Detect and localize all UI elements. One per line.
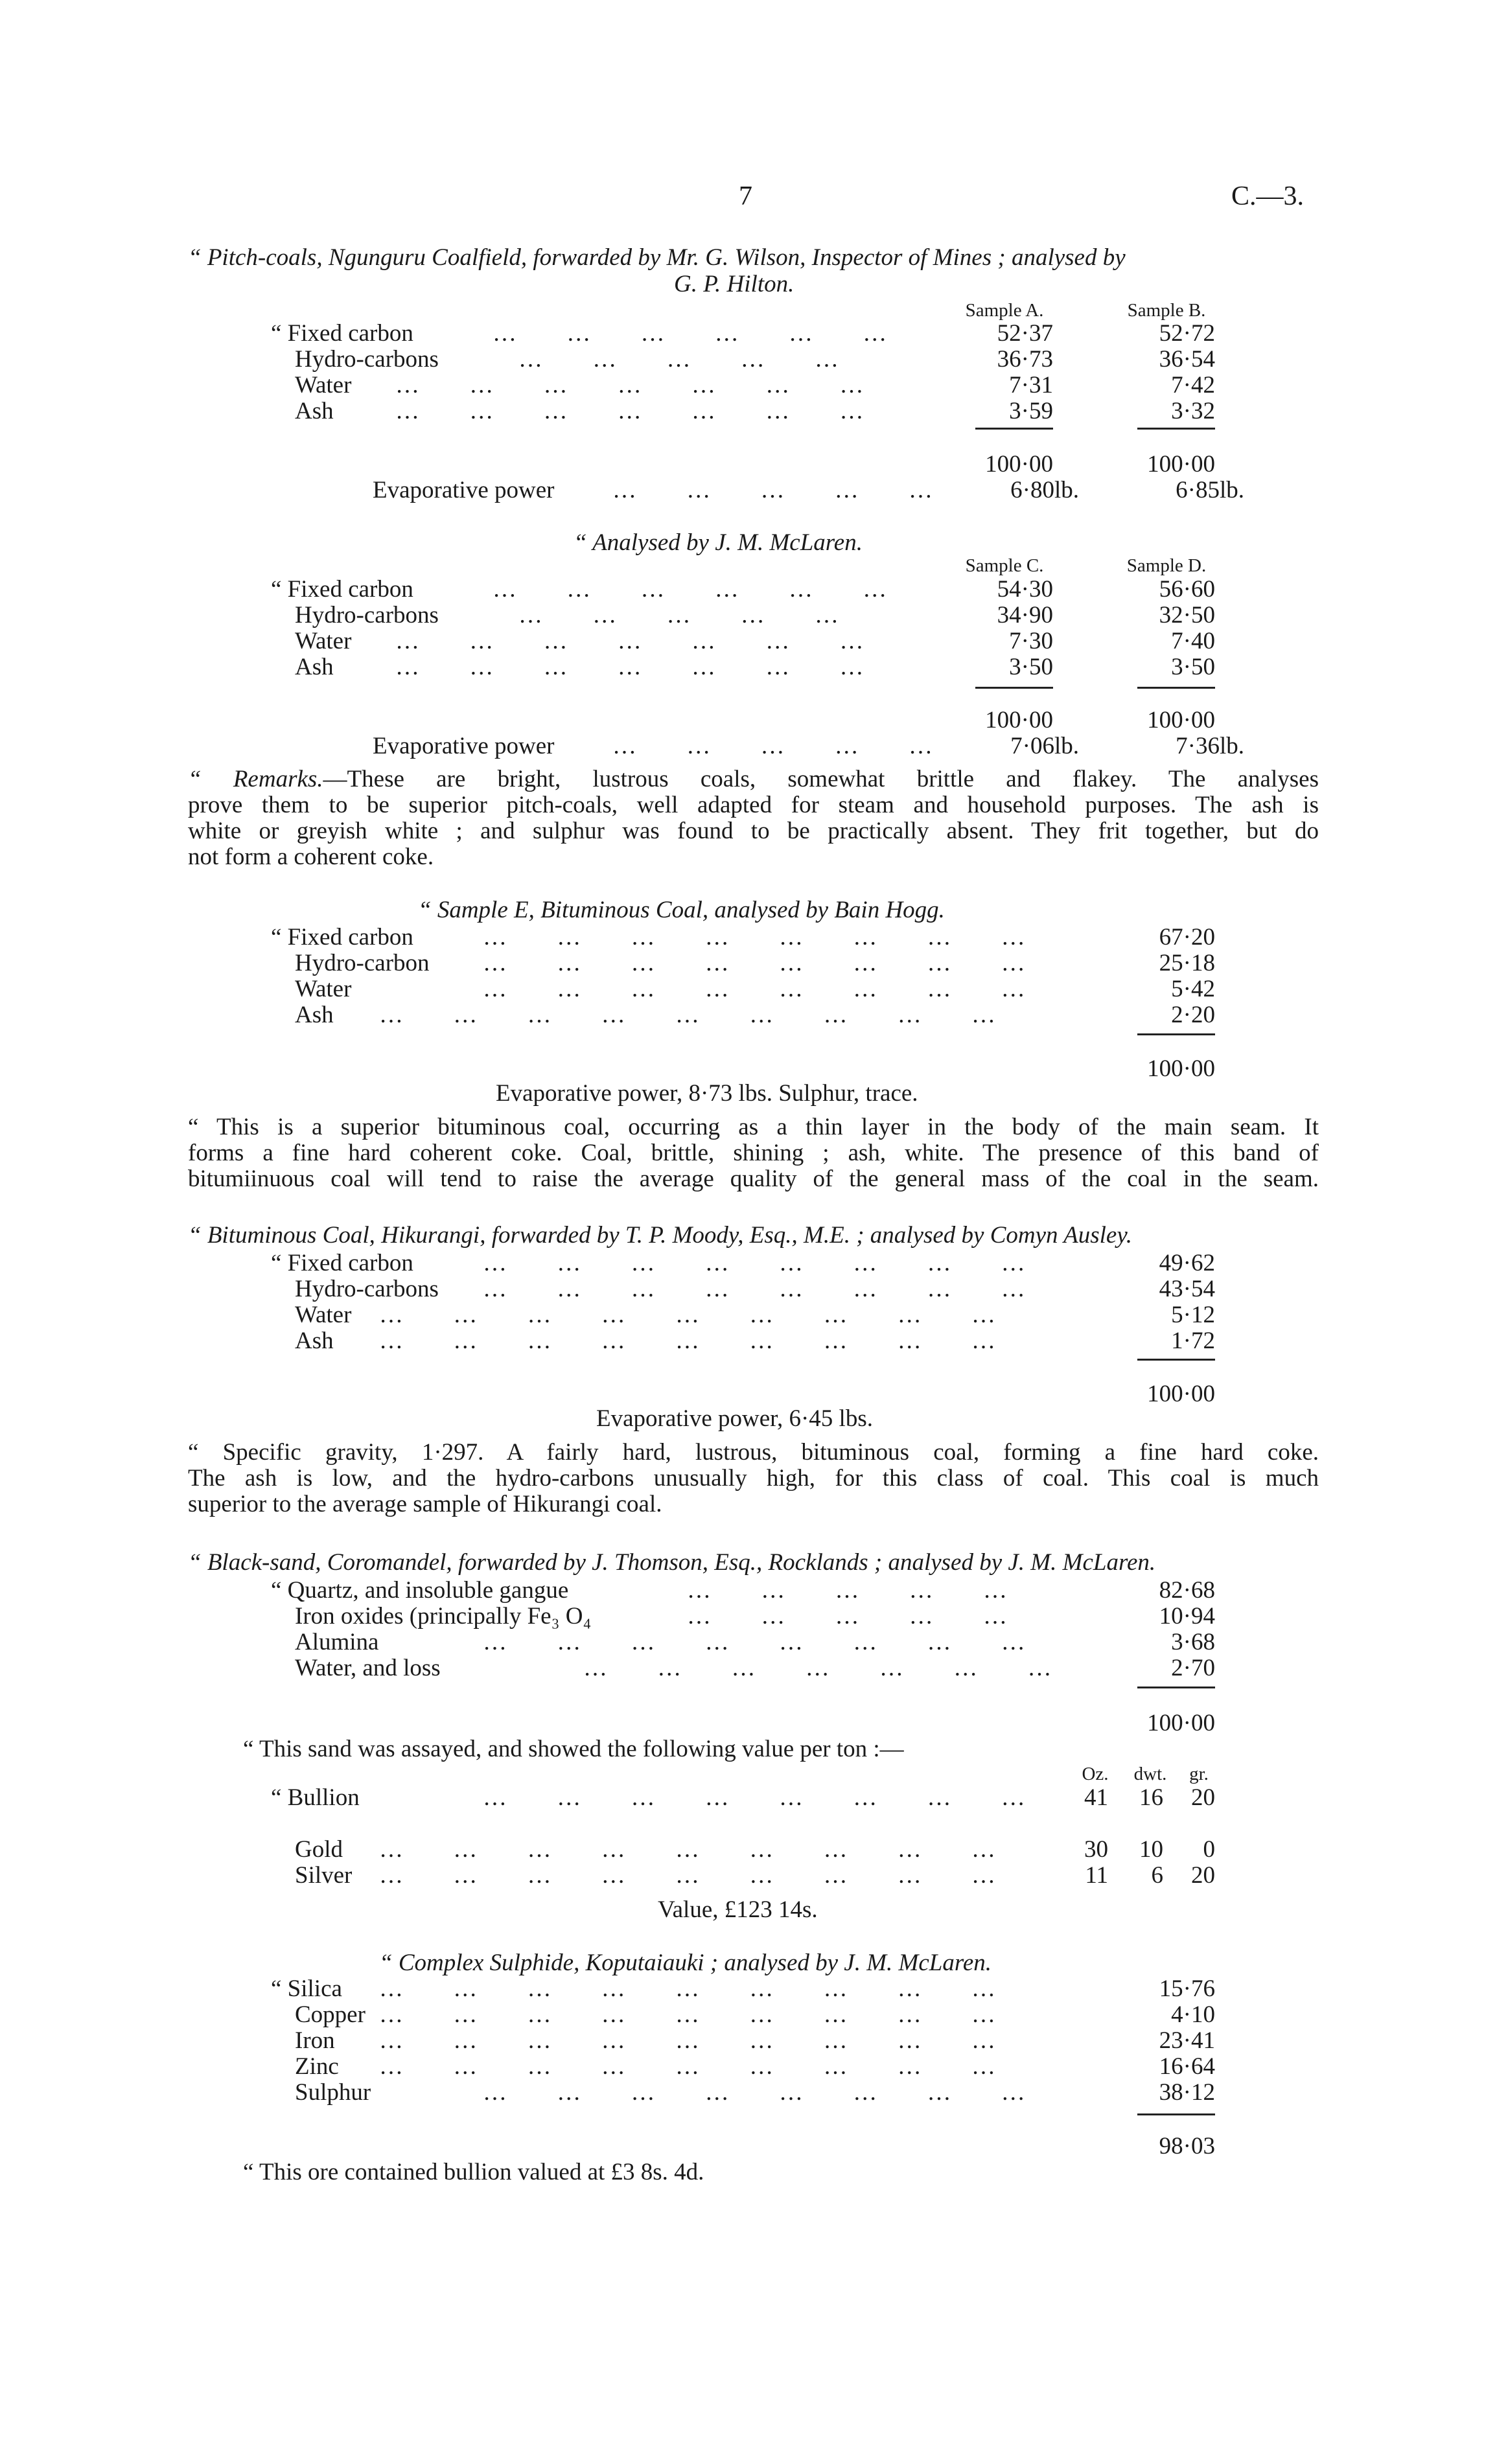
value-cell: 2·70 xyxy=(1171,1655,1215,1681)
remarks-lead: “ Remarks. xyxy=(188,766,323,792)
value-cell: 67·20 xyxy=(1159,924,1215,950)
leader-dots: … … … … … … … … … xyxy=(379,1862,1017,1889)
oz-cell: 11 xyxy=(1085,1862,1108,1889)
value-cell: 38·12 xyxy=(1159,2079,1215,2106)
remarks-paragraph xyxy=(188,766,1319,870)
total-cell: 100·00 xyxy=(1147,1710,1215,1736)
evaporative-value: 6·80lb. xyxy=(1010,477,1079,503)
value-cell: 3·59 xyxy=(1009,398,1053,424)
section-title: “ Black-sand, Coromandel, forwarded by J. Thomson, Esq., Rocklands ; analysed by J. M. McLaren. xyxy=(188,1549,1156,1576)
gr-cell: 20 xyxy=(1191,1862,1215,1889)
value-cell: 52·72 xyxy=(1159,320,1215,347)
value-cell: 54·30 xyxy=(997,576,1053,603)
leader-dots: … … … … … … … xyxy=(395,654,886,680)
leader-dots: … … … … … … xyxy=(493,576,909,603)
note-line: “ Specific gravity, 1·297. A fairly hard, lustrous, bituminous coal, forming a fine hard coke. xyxy=(188,1439,1319,1466)
row-label: Ash xyxy=(295,654,334,680)
value-cell: 2·20 xyxy=(1171,1002,1215,1028)
column-header: gr. xyxy=(1189,1764,1209,1784)
row-label: “ Bullion xyxy=(271,1784,360,1811)
value-cell: 10·94 xyxy=(1159,1603,1215,1629)
leader-dots: … … … … … … … … … xyxy=(379,1975,1017,2002)
column-header: Sample C. xyxy=(965,555,1044,576)
sum-rule xyxy=(1137,687,1215,689)
evaporative-label: Evaporative power xyxy=(373,733,555,759)
row-label: Alumina xyxy=(295,1629,379,1655)
leader-dots: … … … … … xyxy=(612,477,955,503)
section-title: “ Pitch-coals, Ngunguru Coalfield, forwarded by Mr. G. Wilson, Inspector of Mines ; analysed by xyxy=(188,244,1126,271)
row-label: “ Quartz, and insoluble gangue xyxy=(271,1577,569,1604)
leader-dots: … … … … … … … … … xyxy=(379,1328,1017,1354)
note-line: superior to the average sample of Hikurangi coal. xyxy=(188,1491,662,1517)
remarks-line xyxy=(188,766,1319,792)
value-cell: 15·76 xyxy=(1159,1975,1215,2002)
ore-note: “ This ore contained bullion valued at £3 8s. 4d. xyxy=(243,2159,704,2185)
note-line: forms a fine hard coherent coke. Coal, brittle, shining ; ash, white. The presence of this band of xyxy=(188,1140,1319,1166)
row-label: “ Fixed carbon xyxy=(271,320,413,347)
document-reference: C.—3. xyxy=(1231,181,1305,211)
leader-dots: … … … … … xyxy=(687,1577,1029,1604)
row-label: “ Fixed carbon xyxy=(271,924,413,950)
evaporative-label: Evaporative power xyxy=(373,477,555,503)
row-label: Water, and loss xyxy=(295,1655,441,1681)
row-label: Water xyxy=(295,976,352,1002)
value-cell: 7·40 xyxy=(1171,628,1215,654)
column-header: Sample D. xyxy=(1126,555,1207,576)
value-cell: 16·64 xyxy=(1159,2053,1215,2080)
evaporative-line: Evaporative power, 8·73 lbs. Sulphur, trace. xyxy=(496,1080,918,1107)
row-label: Water xyxy=(295,1302,352,1328)
value-cell: 5·12 xyxy=(1171,1302,1215,1328)
remarks-line: prove them to be superior pitch-coals, well adapted for steam and household purposes. The ash is xyxy=(188,792,1319,818)
value-cell: 1·72 xyxy=(1171,1328,1215,1354)
value-line: Value, £123 14s. xyxy=(658,1896,818,1923)
value-cell: 25·18 xyxy=(1159,950,1215,976)
note-line: The ash is low, and the hydro-carbons unusually high, for this class of coal. This coal is much xyxy=(188,1465,1319,1491)
value-cell: 82·68 xyxy=(1159,1577,1215,1604)
page-number: 7 xyxy=(739,181,752,211)
leader-dots: … … … … … … … … … xyxy=(379,2027,1017,2054)
sum-rule xyxy=(1137,428,1215,430)
sample-e-note xyxy=(188,1114,1319,1192)
sum-rule xyxy=(1137,1359,1215,1361)
dwt-cell: 6 xyxy=(1151,1862,1163,1889)
total-cell: 100·00 xyxy=(1147,451,1215,478)
row-label: Iron oxides (principally Fe₃ O₄ xyxy=(295,1603,592,1629)
sum-rule xyxy=(1137,1687,1215,1688)
sum-rule xyxy=(975,428,1053,430)
value-cell: 49·62 xyxy=(1159,1250,1215,1276)
value-cell: 3·68 xyxy=(1171,1629,1215,1655)
dwt-cell: 10 xyxy=(1139,1836,1163,1863)
leader-dots: … … … … … … … … … xyxy=(379,2001,1017,2028)
leader-dots: … … … … … … … … xyxy=(483,1629,1047,1655)
section-title-cont: G. P. Hilton. xyxy=(674,271,795,297)
leader-dots: … … … … … … … xyxy=(395,398,886,424)
leader-dots: … … … … … … … … xyxy=(483,2079,1047,2106)
value-cell: 5·42 xyxy=(1171,976,1215,1002)
leader-dots: … … … … … xyxy=(518,602,861,628)
leader-dots: … … … … … … … … xyxy=(483,924,1047,950)
leader-dots: … … … … … … … xyxy=(395,628,886,654)
row-label: “ Silica xyxy=(271,1975,342,2002)
hikurangi-note xyxy=(188,1440,1319,1517)
leader-dots: … … … … … … … xyxy=(583,1655,1074,1681)
row-label: Hydro-carbons xyxy=(295,602,439,628)
leader-dots: … … … … … … … xyxy=(395,372,886,398)
row-label: Zinc xyxy=(295,2053,339,2080)
section-title: “ Complex Sulphide, Koputaiauki ; analysed by J. M. McLaren. xyxy=(379,1950,992,1976)
evaporative-value: 7·36lb. xyxy=(1176,733,1244,759)
leader-dots: … … … … … … … … xyxy=(483,976,1047,1002)
evaporative-line: Evaporative power, 6·45 lbs. xyxy=(596,1405,873,1432)
row-label: Copper xyxy=(295,2001,365,2028)
row-label: Ash xyxy=(295,398,334,424)
row-label: Hydro-carbons xyxy=(295,1276,439,1302)
total-cell: 98·03 xyxy=(1159,2133,1215,2159)
dwt-cell: 16 xyxy=(1139,1784,1163,1811)
value-cell: 36·73 xyxy=(997,346,1053,373)
remarks-line: not form a coherent coke. xyxy=(188,844,434,870)
value-cell: 43·54 xyxy=(1159,1276,1215,1302)
oz-cell: 41 xyxy=(1084,1784,1108,1811)
value-cell: 52·37 xyxy=(997,320,1053,347)
leader-dots: … … … … … … … … … xyxy=(379,1836,1017,1863)
value-cell: 7·30 xyxy=(1009,628,1053,654)
leader-dots: … … … … … … … … … xyxy=(379,1302,1017,1328)
column-header: Oz. xyxy=(1082,1764,1109,1784)
value-cell: 3·50 xyxy=(1171,654,1215,680)
row-label: Water xyxy=(295,628,352,654)
row-label: Silver xyxy=(295,1862,353,1889)
value-cell: 23·41 xyxy=(1159,2027,1215,2054)
leader-dots: … … … … … xyxy=(612,733,955,759)
row-label: Water xyxy=(295,372,352,398)
column-header: dwt. xyxy=(1133,1764,1167,1784)
leader-dots: … … … … … … … … … xyxy=(379,2053,1017,2080)
sum-rule xyxy=(1137,2113,1215,2115)
leader-dots: … … … … … xyxy=(687,1603,1029,1629)
assay-intro: “ This sand was assayed, and showed the following value per ton :— xyxy=(243,1736,904,1762)
leader-dots: … … … … … … … … xyxy=(483,1250,1047,1276)
value-cell: 4·10 xyxy=(1171,2001,1215,2028)
oz-cell: 30 xyxy=(1084,1836,1108,1863)
leader-dots: … … … … … … … … xyxy=(483,1784,1047,1811)
total-cell: 100·00 xyxy=(1147,707,1215,733)
leader-dots: … … … … … xyxy=(518,346,861,373)
row-label: Sulphur xyxy=(295,2079,371,2106)
total-cell: 100·00 xyxy=(985,707,1053,733)
column-header: Sample A. xyxy=(965,300,1044,321)
note-line: “ This is a superior bituminous coal, occurring as a thin layer in the body of the main seam. It xyxy=(188,1114,1319,1140)
section-title: “ Bituminous Coal, Hikurangi, forwarded by T. P. Moody, Esq., M.E. ; analysed by Comyn Ausley. xyxy=(188,1222,1132,1249)
sum-rule xyxy=(1137,1033,1215,1035)
column-header: Sample B. xyxy=(1127,300,1206,321)
value-cell: 32·50 xyxy=(1159,602,1215,628)
gr-cell: 20 xyxy=(1191,1784,1215,1811)
gr-cell: 0 xyxy=(1203,1836,1215,1863)
leader-dots: … … … … … … … … xyxy=(483,950,1047,976)
value-cell: 34·90 xyxy=(997,602,1053,628)
remarks-text: —These are bright, lustrous coals, somewhat brittle and flakey. The analyses xyxy=(323,766,1319,792)
leader-dots: … … … … … … … … … xyxy=(379,1002,1017,1028)
row-label: “ Fixed carbon xyxy=(271,576,413,603)
value-cell: 7·31 xyxy=(1009,372,1053,398)
section-title: “ Analysed by J. M. McLaren. xyxy=(574,529,863,556)
row-label: Gold xyxy=(295,1836,343,1863)
sum-rule xyxy=(975,687,1053,689)
row-label: Hydro-carbon xyxy=(295,950,430,976)
row-label: “ Fixed carbon xyxy=(271,1250,413,1276)
evaporative-value: 6·85lb. xyxy=(1176,477,1244,503)
row-label: Hydro-carbons xyxy=(295,346,439,373)
evaporative-value: 7·06lb. xyxy=(1010,733,1079,759)
row-label: Ash xyxy=(295,1328,334,1354)
value-cell: 36·54 xyxy=(1159,346,1215,373)
row-label: Ash xyxy=(295,1002,334,1028)
row-label: Iron xyxy=(295,2027,335,2054)
value-cell: 3·32 xyxy=(1171,398,1215,424)
value-cell: 7·42 xyxy=(1171,372,1215,398)
note-line: bitumiinuous coal will tend to raise the average quality of the general mass of the coal in the seam. xyxy=(188,1166,1319,1192)
leader-dots: … … … … … … xyxy=(493,320,909,347)
leader-dots: … … … … … … … … xyxy=(483,1276,1047,1302)
total-cell: 100·00 xyxy=(1147,1055,1215,1082)
value-cell: 56·60 xyxy=(1159,576,1215,603)
remarks-line: white or greyish white ; and sulphur was found to be practically absent. They frit together, but do xyxy=(188,818,1319,844)
total-cell: 100·00 xyxy=(985,451,1053,478)
total-cell: 100·00 xyxy=(1147,1381,1215,1407)
section-title: “ Sample E, Bituminous Coal, analysed by Bain Hogg. xyxy=(418,897,945,923)
value-cell: 3·50 xyxy=(1009,654,1053,680)
